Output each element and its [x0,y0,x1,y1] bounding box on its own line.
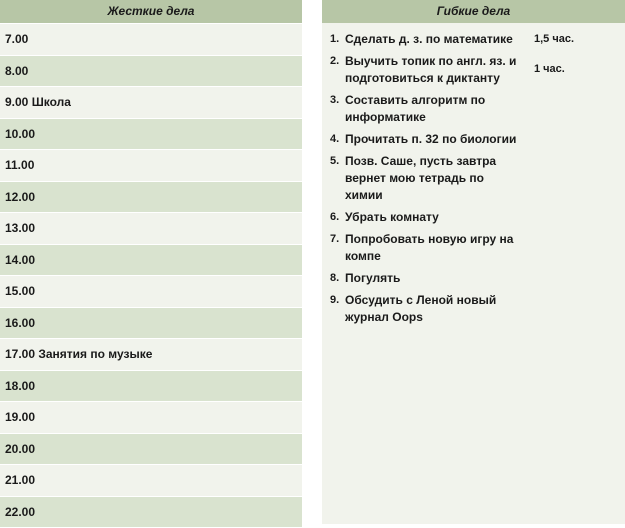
task-number: 4. [330,133,340,145]
task-number: 3. [330,94,340,106]
list-item [322,270,625,287]
task-text: Сделать д. з. по математике [345,32,513,46]
schedule-row: 19.00 [0,401,302,433]
list-item [322,92,625,126]
hard-tasks-header: Жесткие дела [0,0,302,23]
list-item [322,31,625,48]
task-text: Выучить топик по англ. яз. и подготовиться к диктанту [345,54,517,85]
task-text: Позв. Саше, пусть завтра вернет мою тетрадь по химии [345,154,497,202]
task-text: Прочитать п. 32 по биологии [345,132,517,146]
task-number: 9. [330,294,340,306]
schedule-row: 22.00 [0,496,302,528]
schedule-row: 17.00 Занятия по музыке [0,338,302,370]
task-number: 6. [330,211,340,223]
task-number: 2. [330,55,340,67]
task-duration: 1,5 час. [534,33,575,45]
list-item [322,292,625,326]
task-text: Обсудить с Леной новый журнал Oops [345,293,497,324]
task-text: Погулять [345,271,401,285]
schedule-row: 20.00 [0,433,302,465]
schedule-row: 16.00 [0,307,302,339]
schedule-row: 14.00 [0,244,302,276]
task-text: Убрать комнату [345,210,439,224]
schedule-row: 21.00 [0,464,302,496]
list-item [322,231,625,265]
hard-tasks-panel [0,0,302,527]
task-number: 7. [330,233,340,245]
task-number: 8. [330,272,340,284]
schedule-row: 10.00 [0,118,302,150]
schedule-row: 9.00 Школа [0,86,302,118]
schedule-row: 8.00 [0,55,302,87]
task-duration: 1 час. [534,63,565,75]
list-item [322,209,625,226]
hard-tasks-schedule [0,23,302,527]
schedule-row: 18.00 [0,370,302,402]
schedule-row: 15.00 [0,275,302,307]
flexible-tasks-header: Гибкие дела [322,0,625,23]
flexible-tasks-list [322,23,625,326]
task-number: 5. [330,155,340,167]
task-text: Попробовать новую игру на компе [345,232,514,263]
list-item [322,131,625,148]
schedule-row: 11.00 [0,149,302,181]
task-number: 1. [330,33,340,45]
schedule-row: 12.00 [0,181,302,213]
task-text: Составить алгоритм по информатике [345,93,486,124]
schedule-row: 13.00 [0,212,302,244]
schedule-row: 7.00 [0,23,302,55]
list-item [322,153,625,204]
list-item [322,53,625,87]
flexible-tasks-panel [322,0,625,524]
